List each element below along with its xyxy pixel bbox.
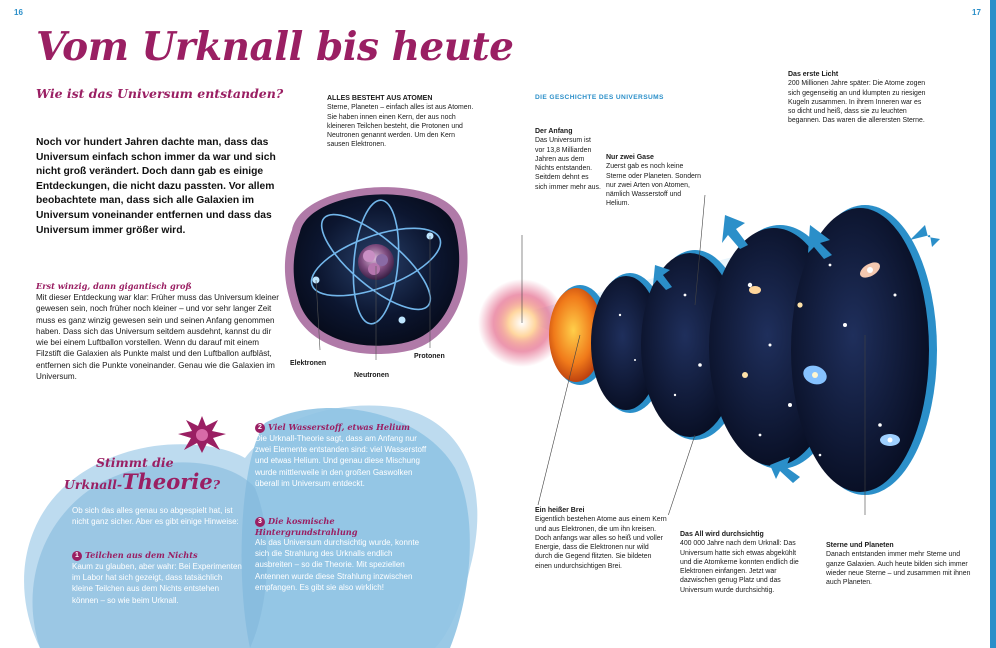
bubble-title-q: ? [212,477,221,492]
atoms-box [327,94,477,150]
anfang-text: Das Universum ist vor 13,8 Milliarden Jahren aus dem Nichts entstanden. Seitdem dehnt es sich immer mehr aus. [535,137,601,191]
licht-text: 200 Millionen Jahre später: Die Atome zogen sich gegenseitig an und klumpten zu riesigen Kugeln zusammen. In ihrem Inneren war es so dicht und heiß, dass sie zu leuchten begannen. Das waren die allerersten Sterne. [788,80,926,125]
history-durchsichtig [680,530,806,595]
history-sterne [826,541,974,587]
burst-icon [176,414,228,454]
label-neutrons: Neutronen [354,372,389,379]
section-text: Mit dieser Entdeckung war klar: Früher muss das Universum kleiner gewesen sein, noch früher noch kleiner – und vor sehr langer Zeit muss es ganz winzig gewesen sein und seinen Anfang genommen haben. Dass sich das Universum seitdem ausdehnt, kannst du dir wie bei einem Luftballon vorstellen. Wenn du darauf mit einem Filzstift die Galaxien als Punkte malst und den Luftballon aufbläst, entfernen sich die Punkte voneinander. Genau wie die Galaxien im Universum. [36,293,279,382]
hint-2-number: 2 [255,423,265,433]
history-licht [788,70,928,126]
licht-title: Das erste Licht [788,71,839,78]
brei-title: Ein heißer Brei [535,507,585,514]
bubble-title-big: Theorie [122,469,213,494]
hint-2-text: Die Urknall-Theorie sagt, dass am Anfang nur zwei Elemente entstanden sind: viel Wasserstoff und etwas Helium. Und genau diese Mischung wurde mittlerweile in den großen Gaswolken überall im Universum entdeckt. [255,434,427,488]
gase-title: Nur zwei Gase [606,154,654,161]
section-heading: Erst winzig, dann gigantisch groß [36,281,192,291]
history-brei [535,506,667,571]
history-heading: DIE GESCHICHTE DES UNIVERSUMS [535,94,664,101]
bubble-title-prefix: Urknall- [64,477,123,492]
atoms-heading: ALLES BESTEHT AUS ATOMEN [327,95,433,102]
hint-1 [72,550,244,606]
universe-expansion-illustration [470,195,946,515]
hint-1-number: 1 [72,551,82,561]
hint-2-heading: Viel Wasserstoff, etwas Helium [268,422,410,432]
bubble-title-line2 [64,469,220,494]
durchsichtig-title: Das All wird durchsichtig [680,531,764,538]
brei-text: Eigentlich bestehen Atome aus einem Kern und aus Elektronen, die um ihn kreisen. Doch anfangs war alles so heiß und voller Energie, dass die Elektronen nur wild durch die Gegend flitzten. Sie bildeten einen undurchsichtigen Brei. [535,516,667,570]
page-number-left: 16 [14,8,23,17]
label-electrons: Elektronen [290,360,327,367]
hint-3-heading: Die kosmische Hintergrundstrahlung [255,516,358,537]
hint-1-heading: Teilchen aus dem Nichts [85,550,198,560]
hint-1-text: Kaum zu glauben, aber wahr: Bei Experimenten im Labor hat sich gezeigt, dass tatsächlich kleine Teilchen aus dem Nichts entstehen können – so wie beim Urknall. [72,562,242,605]
bubble-intro: Ob sich das alles genau so abgespielt hat, ist nicht ganz sicher. Aber es gibt einige Hinweise: [72,506,239,527]
gase-text: Zuerst gab es noch keine Sterne oder Planeten. Sondern nur zwei Arten von Atomen, nämlich Wasserstoff und Helium. [606,163,702,208]
label-protons: Protonen [414,353,445,360]
page-title: Vom Urknall bis heute [36,24,514,70]
sterne-title: Sterne und Planeten [826,542,894,549]
hint-3-number: 3 [255,517,265,527]
durchsichtig-text: 400 000 Jahre nach dem Urknall: Das Universum hatte sich etwas abgekühlt und die Atomkerne konnten endlich die Elektronen einfangen. Jetzt war dazwischen genug Platz und das Universum wurde durchsichtig. [680,540,799,594]
hint-2 [255,422,427,489]
history-gase [606,153,702,209]
hint-3 [255,516,427,593]
history-anfang [535,127,601,192]
sterne-text: Danach entstanden immer mehr Sterne und ganze Galaxien. Auch heute bilden sich immer wieder neue Sterne – und zusammen mit ihnen auch Planeten. [826,551,971,587]
bubble-title-a: Stimmt die [96,455,174,470]
anfang-title: Der Anfang [535,128,573,135]
page-edge-bar [990,0,996,648]
page-number-right: 17 [972,8,981,17]
page-subtitle: Wie ist das Universum entstanden? [36,86,284,101]
atom-illustration [272,170,472,360]
atoms-text: Sterne, Planeten – einfach alles ist aus Atomen. Sie haben innen einen Kern, der aus noch kleineren Teilchen besteht, die Protonen und Neutronen genannt werden. Um den Kern sausen Elektronen. [327,104,474,149]
intro-paragraph: Noch vor hundert Jahren dachte man, dass das Universum einfach schon immer da war und sich nicht groß verändert. Doch dann gab es einige Entdeckungen, die nicht dazu passten. Vor allem beobachtete man, dass sich alle Galaxien im Universum voneinander entfernen und dass das Universum immer größer wird. [36,137,276,236]
hint-3-text: Als das Universum durchsichtig wurde, konnte sich die Strahlung des Urknalls endlich ausbreiten – so die Theorie. Mit speziellen Antennen wurde diese Strahlung inzwischen empfangen. Es gibt sie also wirklich! [255,538,420,592]
